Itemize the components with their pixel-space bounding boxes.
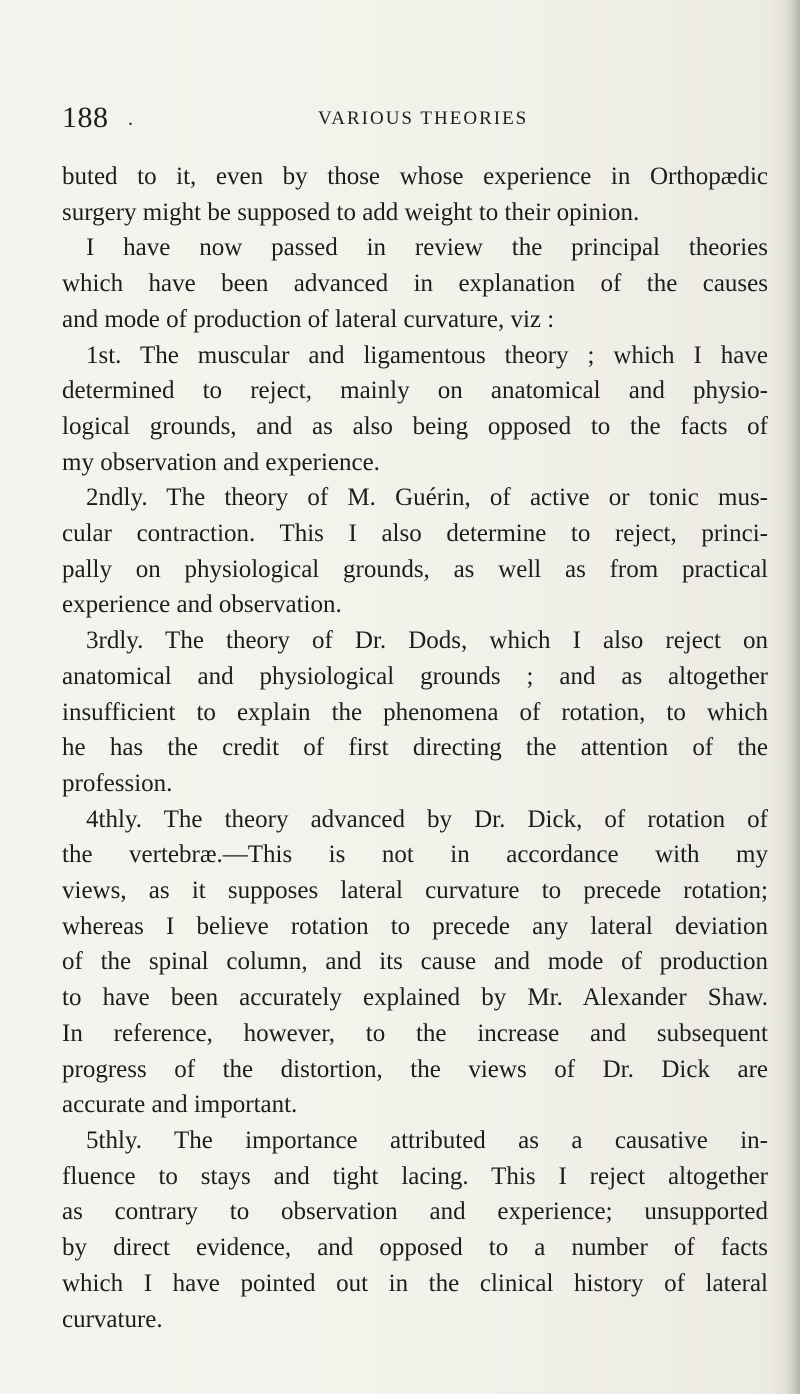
text-line: views, as it supposes lateral curvature to precede rotation; [62,877,768,905]
text-line: and mode of production of lateral curvature, viz : [62,305,555,333]
text-line: pally on physiological grounds, as well as from practical [62,555,768,583]
body-text [62,159,768,1337]
text-line: I have now passed in review the principal theories [86,234,768,262]
text-line: to have been accurately explained by Mr. Alexander Shaw. [62,984,768,1012]
text-line: whereas I believe rotation to precede any lateral deviation [62,912,768,940]
text-line: 3rdly. The theory of Dr. Dods, which I also reject on [86,627,768,655]
text-line: insufficient to explain the phenomena of rotation, to which [62,698,768,726]
text-line: cular contraction. This I also determine to reject, princi- [62,520,768,548]
text-line: surgery might be supposed to add weight to their opinion. [62,198,640,226]
text-line: 2ndly. The theory of M. Guérin, of active or tonic mus- [86,484,768,512]
text-line: accurate and important. [62,1091,298,1119]
text-line: determined to reject, mainly on anatomical and physio- [62,377,768,405]
text-line: anatomical and physiological grounds ; and as altogether [62,662,768,690]
text-line: fluence to stays and tight lacing. This I reject altogether [62,1162,768,1190]
text-line: 1st. The muscular and ligamentous theory ; which I have [86,341,768,369]
running-title: VARIOUS THEORIES [318,108,529,129]
page-number: 188 [62,101,109,134]
text-line: my observation and experience. [62,448,380,476]
text-line: profession. [62,769,173,797]
text-line: the vertebræ.—This is not in accordance with my [62,841,768,869]
text-line: buted to it, even by those whose experience in Orthopædic [62,163,768,190]
text-line: which I have pointed out in the clinical history of lateral [62,1269,768,1297]
text-line: which have been advanced in explanation of the causes [62,270,768,298]
text-line: by direct evidence, and opposed to a number of facts [62,1234,768,1262]
page-edge-shadow [786,0,800,1394]
text-line: experience and observation. [62,591,342,619]
text-line: as contrary to observation and experience; unsupported [62,1198,768,1226]
text-line: 4thly. The theory advanced by Dr. Dick, of rotation of [86,805,768,833]
text-line: progress of the distortion, the views of Dr. Dick are [62,1055,768,1083]
text-line: 5thly. The importance attributed as a causative in- [86,1126,768,1154]
text-line: curvature. [62,1305,163,1333]
header-separator: . [128,108,133,130]
text-line: of the spinal column, and its cause and mode of production [62,948,768,976]
text-line: logical grounds, and as also being opposed to the facts of [62,412,768,440]
text-line: In reference, however, to the increase and subsequent [62,1019,768,1047]
text-line: he has the credit of first directing the attention of the [62,734,768,762]
page-header [62,98,762,138]
